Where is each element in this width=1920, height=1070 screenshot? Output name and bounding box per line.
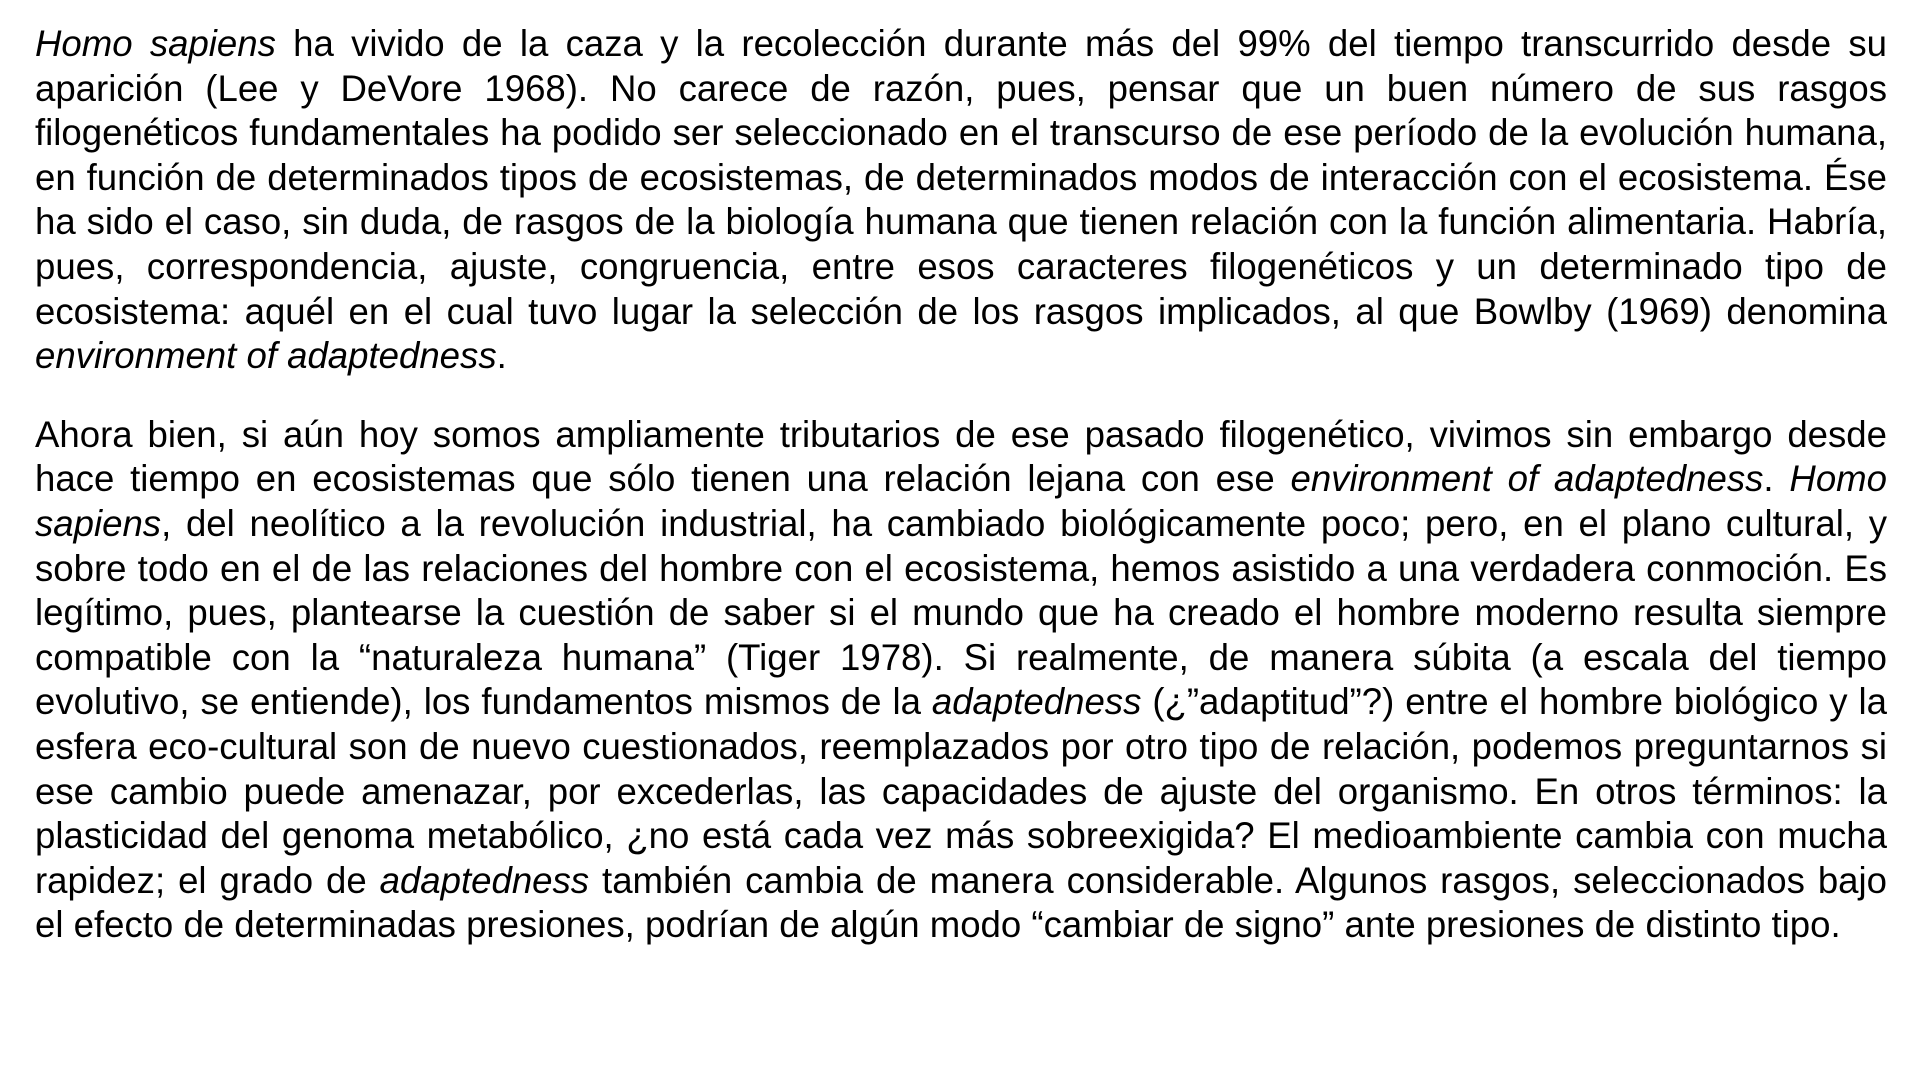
text-run: también cambia de manera considerable. Algunos rasgos, seleccionados bajo el efecto de determinadas presiones, podrían de algún modo “cambiar de signo” ante presiones de distinto tipo. <box>35 859 1887 946</box>
text-run: , del neolítico a la revolución industrial, ha cambiado biológicamente poco; pero, en el plano cultural, y sobre todo en el de las relaciones del hombre con el ecosistema, hemos asistido a una verdadera conmoción. Es legítimo, pues, plantearse la cuestión de saber si el mundo que ha creado el hombre moderno resulta siempre compatible con la “naturaleza humana” (Tiger 1978). Si realmente, de manera súbita (a escala del tiempo evolutivo, se entiende), los fundamentos mismos de la <box>35 502 1887 723</box>
document-body <box>35 22 1887 948</box>
text-run: Ahora bien, si aún hoy somos ampliamente tributarios de ese pasado filogenético, vivimos sin embargo desde hace tiempo en ecosistemas que sólo tienen una relación lejana con ese <box>35 413 1887 500</box>
text-run: (¿”adaptitud”?) entre el hombre biológico y la esfera eco-cultural son de nuevo cuestionados, reemplazados por otro tipo de relación, podemos preguntarnos si ese cambio puede amenazar, por excederlas, las capacidades de ajuste del organismo. En otros términos: la plasticidad del genoma metabólico, ¿no está cada vez más sobreexigida? El medioambiente cambia con mucha rapidez; el grado de <box>35 681 1887 901</box>
text-run: ha vivido de la caza y la recolección durante más del 99% del tiempo transcurrido desde su aparición (Lee y DeVore 1968). No carece de razón, pues, pensar que un buen número de sus rasgos filogenéticos fundamentales ha podido ser seleccionado en el transcurso de ese período de la evolución humana, en función de determinados tipos de ecosistemas, de determinados modos de interacción con el ecosistema. Ése ha sido el caso, sin duda, de rasgos de la biología humana que tienen relación con la función alimentaria. Habría, pues, correspondencia, ajuste, congruencia, entre esos caracteres filogenéticos y un determinado tipo de ecosistema: aquél en el cual tuvo lugar la selección de los rasgos implicados, al que Bowlby (1969) denomina <box>35 23 1887 332</box>
paragraph-1 <box>35 22 1887 379</box>
italic-term-homo-sapiens: Homo sapiens <box>35 23 276 64</box>
italic-term-adaptedness: adaptedness <box>931 681 1142 723</box>
italic-term-adaptedness: adaptedness <box>379 859 590 901</box>
italic-term-homo-sapiens: Homo sapiens <box>35 458 1887 544</box>
text-run: . <box>1763 458 1790 500</box>
paragraph-2 <box>35 413 1887 948</box>
italic-term-environment-of-adaptedness: environment of adaptedness <box>35 335 497 377</box>
text-run: . <box>496 335 507 377</box>
italic-term-environment-of-adaptedness: environment of adaptedness <box>1290 458 1764 500</box>
